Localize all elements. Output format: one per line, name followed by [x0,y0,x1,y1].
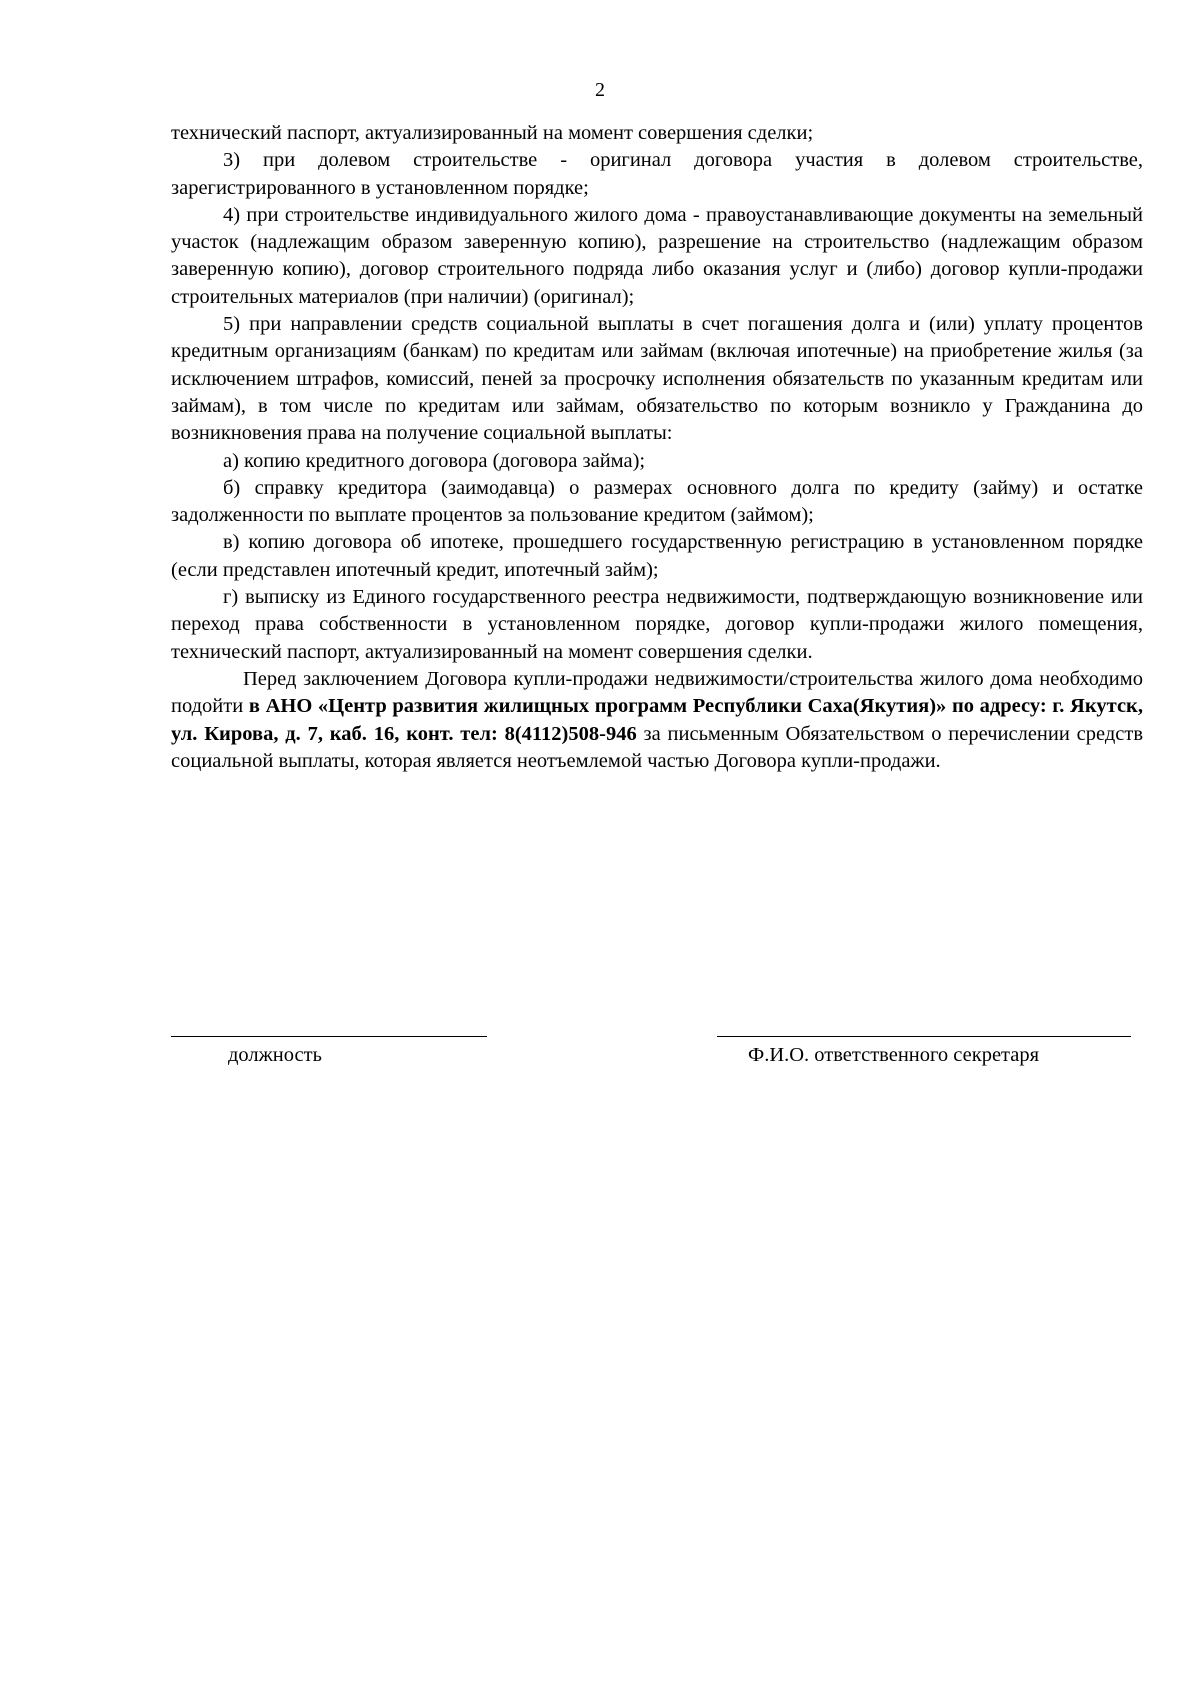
signature-line-name [717,1036,1131,1037]
instructions-text-start: Перед заключением Договора купли-продажи недвижимости/строительства жилого дома необходимо подойти [171,667,1143,718]
paragraph-continuation: технический паспорт, актуализированный на момент совершения сделки; [171,122,814,144]
paragraph-subitem-a: а) копию кредитного договора (договора займа); [223,449,646,472]
signature-line-position [171,1036,487,1037]
page-number: 2 [595,79,605,101]
organization-address-bold: в АНО «Центр развития жилищных программ Республики Саха(Якутия)» по адресу: г. Якутск, ул. Кирова, д. 7, каб. 16, конт. тел: 8(4112)508-946 [171,695,1143,745]
signature-caption-position: должность [228,1044,322,1066]
paragraph-item-5: 5) при направлении средств социальной выплаты в счет погашения долга и (или) уплату процентов кредитным организациям (банкам) по кредитам или займам (включая ипотечные) на приобретение жилья (за исключением штрафов, комиссий, пеней за просрочку исполнения обязательств по указанным кредитам или займам), в том числе по кредитам или займам, обязательство по которым возникло у Гражданина до возникновения права на получение социальной выплаты: [171,313,1143,445]
paragraph-subitem-v: в) копию договора об ипотеке, прошедшего государственную регистрацию в установленном порядке (если представлен ипотечный кредит, ипотечный займ); [171,531,1143,581]
paragraph-subitem-b: б) справку кредитора (заимодавца) о размерах основного долга по кредиту (займу) и остатке задолженности по выплате процентов за пользование кредитом (займом); [171,476,1143,527]
paragraph-item-3: 3) при долевом строительстве - оригинал договора участия в долевом строительстве, зарегистрированного в установленном порядке; [171,149,1143,199]
paragraph-subitem-g: г) выписку из Единого государственного реестра недвижимости, подтверждающую возникновение или переход права собственности в установленном порядке, договор купли-продажи жилого помещения, технический паспорт, актуализированный на момент совершения сделки. [171,586,1143,663]
instructions-text-end: за письменным Обязательством о перечислении средств социальной выплаты, которая является неотъемлемой частью Договора купли-продажи. [171,722,1143,772]
paragraph-item-4: 4) при строительстве индивидуального жилого дома - правоустанавливающие документы на земельный участок (надлежащим образом заверенную копию), разрешение на строительство (надлежащим образом заверенную копию), договор строительного подряда либо оказания услуг и (либо) договор купли-продажи строительных материалов (при наличии) (оригинал); [171,203,1143,308]
signature-caption-name: Ф.И.О. ответственного секретаря [748,1044,1040,1066]
document-body [171,120,1143,775]
paragraph-instructions [171,666,1143,775]
